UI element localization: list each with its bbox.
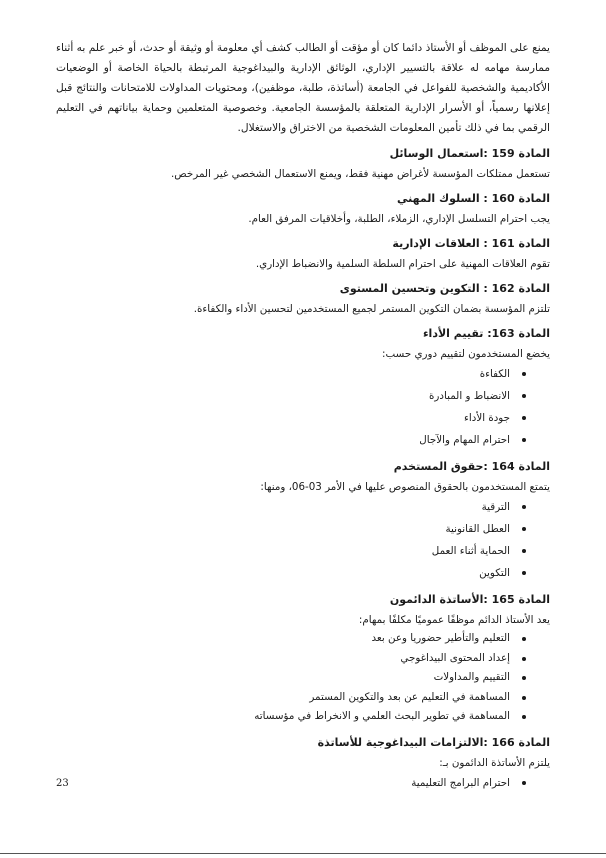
article-heading: المادة 162 : التكوين وتحسين المستوى	[339, 282, 550, 295]
list-item: الترقية	[56, 496, 510, 518]
article-heading: المادة 160 : السلوك المهني	[397, 192, 550, 205]
bottom-divider	[0, 853, 606, 854]
article-text: تلتزم المؤسسة بضمان التكوين المستمر لجميع المستخدمين لتحسين الأداء والكفاءة.	[193, 303, 550, 315]
article-heading: المادة 164 :حقوق المستخدم	[393, 460, 550, 473]
article-162	[56, 280, 550, 318]
article-160	[56, 190, 550, 228]
article-text: يخضع المستخدمون لتقييم دوري حسب:	[382, 348, 550, 360]
page-number: 23	[56, 778, 69, 789]
list-item: التكوين	[56, 562, 510, 584]
article-161	[56, 235, 550, 273]
list-item: احترام المهام والآجال	[56, 429, 510, 451]
list-item: التقييم والمداولات	[56, 668, 510, 688]
list-item: احترام البرامج التعليمية	[56, 772, 510, 794]
article-165	[56, 591, 550, 727]
list-item: المساهمة في تطوير البحث العلمي و الانخراط في مؤسساته	[56, 707, 510, 727]
list-item: الحماية أثناء العمل	[56, 540, 510, 562]
bullet-list	[56, 363, 550, 451]
article-heading: المادة 161 : العلاقات الإدارية	[392, 237, 550, 250]
article-text: يعد الأستاذ الدائم موظفًا عموميًا مكلفًا بمهام:	[358, 614, 550, 626]
article-159	[56, 145, 550, 183]
article-163	[56, 325, 550, 451]
article-heading: المادة 163: تقييم الأداء	[422, 327, 550, 340]
list-item: جودة الأداء	[56, 407, 510, 429]
article-text: يجب احترام التسلسل الإداري، الزملاء، الطلبة، وأخلاقيات المرفق العام.	[248, 213, 550, 225]
article-heading: المادة 165 :الأساتذة الدائمون	[389, 593, 550, 606]
article-heading: المادة 159 :استعمال الوسائل	[389, 147, 550, 160]
list-item: التعليم والتأطير حضوريا وعن بعد	[56, 629, 510, 649]
article-text: تقوم العلاقات المهنية على احترام السلطة السلمية والانضباط الإداري.	[255, 258, 550, 270]
article-164	[56, 458, 550, 584]
intro-paragraph: يمنع على الموظف أو الأستاذ دائما كان أو مؤقت أو الطالب كشف أي معلومة أو وثيقة أو حدث، أو خبر علم به أثناء ممارسة مهامه له علاقة بالتسيير الإداري، الوثائق الإدارية والبيداغوجية المرتبطة بالحياة الخاصة أو الوضعيات الأكاديمية والشخصية للفواعل في الجامعة (أساتذة، طلبة، موظفين)، ومحتويات المداولات للامتحانات والنتائج قبل إعلانها رسمياً، أو الأسرار الإدارية المتعلقة بالمؤسسة الجامعية. وخصوصية المتعلمين وحماية بياناتهم في التعليم الرقمي بما في ذلك تأمين المعلومات الشخصية من الاختراق والاستغلال.	[56, 42, 550, 134]
article-heading: المادة 166 :الالتزامات البيداغوجية للأساتذة	[317, 735, 550, 749]
bullet-list	[56, 629, 550, 727]
list-item: إعداد المحتوى البيداغوجي	[56, 649, 510, 669]
list-item: الانضباط و المبادرة	[56, 385, 510, 407]
bullet-list	[56, 772, 550, 794]
list-item: المساهمة في التعليم عن بعد والتكوين المستمر	[56, 688, 510, 708]
list-item: الكفاءة	[56, 363, 510, 385]
document-page	[56, 38, 550, 794]
bullet-list	[56, 496, 550, 584]
article-text: يلتزم الأساتذة الدائمون بـ:	[439, 756, 550, 769]
list-item: العطل القانونية	[56, 518, 510, 540]
article-166	[56, 734, 550, 794]
article-text: تستعمل ممتلكات المؤسسة لأغراض مهنية فقط، ويمنع الاستعمال الشخصي غير المرخص.	[171, 168, 550, 180]
article-text: يتمتع المستخدمون بالحقوق المنصوص عليها في الأمر 03-06، ومنها:	[260, 481, 550, 493]
